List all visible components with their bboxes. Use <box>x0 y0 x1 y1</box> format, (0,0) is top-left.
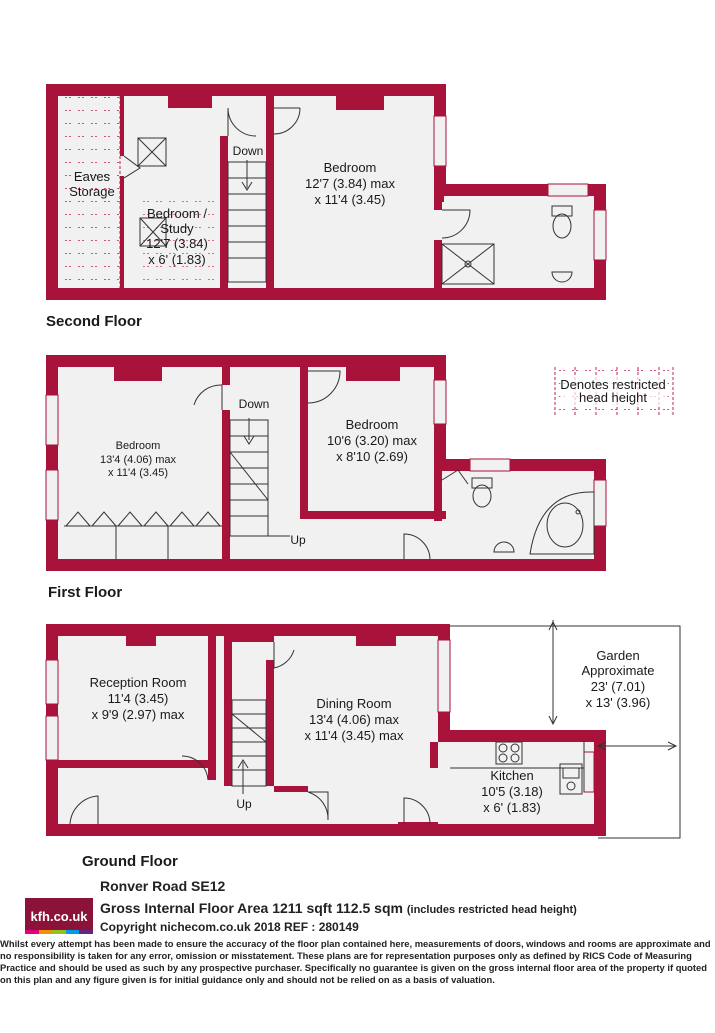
logo-color-2 <box>39 930 53 934</box>
dining-room-dim-line2: x 11'4 (3.45) max <box>304 728 404 743</box>
study-name-line1: Bedroom / <box>147 206 207 221</box>
disclaimer-text: Whilst every attempt has been made to ensure the accuracy of the floor plan contained here, measurements of doors, windows and rooms are approximate and no responsibility is taken for any error, omission or misstatement. These plans are for representation purposes only as defined by RICS Code of Measuring Practice and should be used as such by any prospective purchaser. Specifically no guarantee is given on the gross internal floor area of the property if quoted on this plan and any figure given is for initial guidance only and should not be relied on as a basis of valuation. <box>0 938 711 985</box>
second-floor-title: Second Floor <box>46 313 142 330</box>
second-floor-stairs-down-label: Down <box>232 144 264 158</box>
first-bedroom-right-dim-line1: 10'6 (3.20) max <box>327 433 417 448</box>
first-bedroom-left-dim-line1: 13'4 (4.06) max <box>99 454 177 466</box>
copyright-text: Copyright nichecom.co.uk 2018 REF : 280149 <box>100 920 359 934</box>
first-bedroom-left-dim-line2: x 11'4 (3.45) <box>108 467 168 479</box>
kitchen-name: Kitchen <box>490 768 534 783</box>
logo-color-3 <box>52 930 66 934</box>
reception-room-name: Reception Room <box>89 675 187 690</box>
dining-room-name: Dining Room <box>316 696 392 711</box>
study-dim-line1: 12'7 (3.84) <box>146 236 208 251</box>
kitchen-dim-line2: x 6' (1.83) <box>483 800 541 815</box>
dining-room-dim-line1: 13'4 (4.06) max <box>309 712 399 727</box>
logo-color-1 <box>25 930 39 934</box>
first-floor-stairs-down-label: Down <box>238 397 270 411</box>
legend-line1: Denotes restricted <box>560 377 666 392</box>
first-bedroom-left-name: Bedroom <box>115 440 161 452</box>
floor-area-line <box>100 900 577 916</box>
floor-area-note: (includes restricted head height) <box>406 904 577 916</box>
garden-name-line1: Garden <box>596 648 640 663</box>
eaves-label-line2: Storage <box>69 184 115 199</box>
logo-color-bar <box>25 930 93 934</box>
garden-dim-line2: x 13' (3.96) <box>585 695 651 710</box>
reception-room-dim-line1: 11'4 (3.45) <box>107 691 169 706</box>
legend-line2: head height <box>579 390 647 405</box>
first-bedroom-right-dim-line2: x 8'10 (2.69) <box>336 449 408 464</box>
first-bedroom-right-name: Bedroom <box>345 417 399 432</box>
kfh-logo[interactable]: kfh.co.uk <box>25 898 93 934</box>
footer <box>0 878 715 1033</box>
floor-area-main: Gross Internal Floor Area 1211 sqft 112.5 sqm <box>100 900 403 916</box>
property-address: Ronver Road SE12 <box>100 878 226 894</box>
study-dim-line2: x 6' (1.83) <box>148 252 206 267</box>
garden-dim-line1: 23' (7.01) <box>590 679 646 694</box>
first-floor-stairs-up-label: Up <box>290 533 306 547</box>
garden-name-line2: Approximate <box>581 663 655 678</box>
first-floor-title: First Floor <box>48 584 123 601</box>
reception-room-dim-line2: x 9'9 (2.97) max <box>91 707 185 722</box>
second-bedroom-name: Bedroom <box>323 160 377 175</box>
ground-floor-title: Ground Floor <box>82 853 178 870</box>
ground-floor-stairs-up-label: Up <box>236 797 252 811</box>
study-name-line2: Study <box>160 221 194 236</box>
second-bedroom-dim-line1: 12'7 (3.84) max <box>305 176 395 191</box>
logo-color-5 <box>79 930 93 934</box>
eaves-label-line1: Eaves <box>73 169 111 184</box>
logo-color-4 <box>66 930 80 934</box>
second-bedroom-dim-line2: x 11'4 (3.45) <box>314 192 386 207</box>
kitchen-dim-line1: 10'5 (3.18) <box>481 784 543 799</box>
